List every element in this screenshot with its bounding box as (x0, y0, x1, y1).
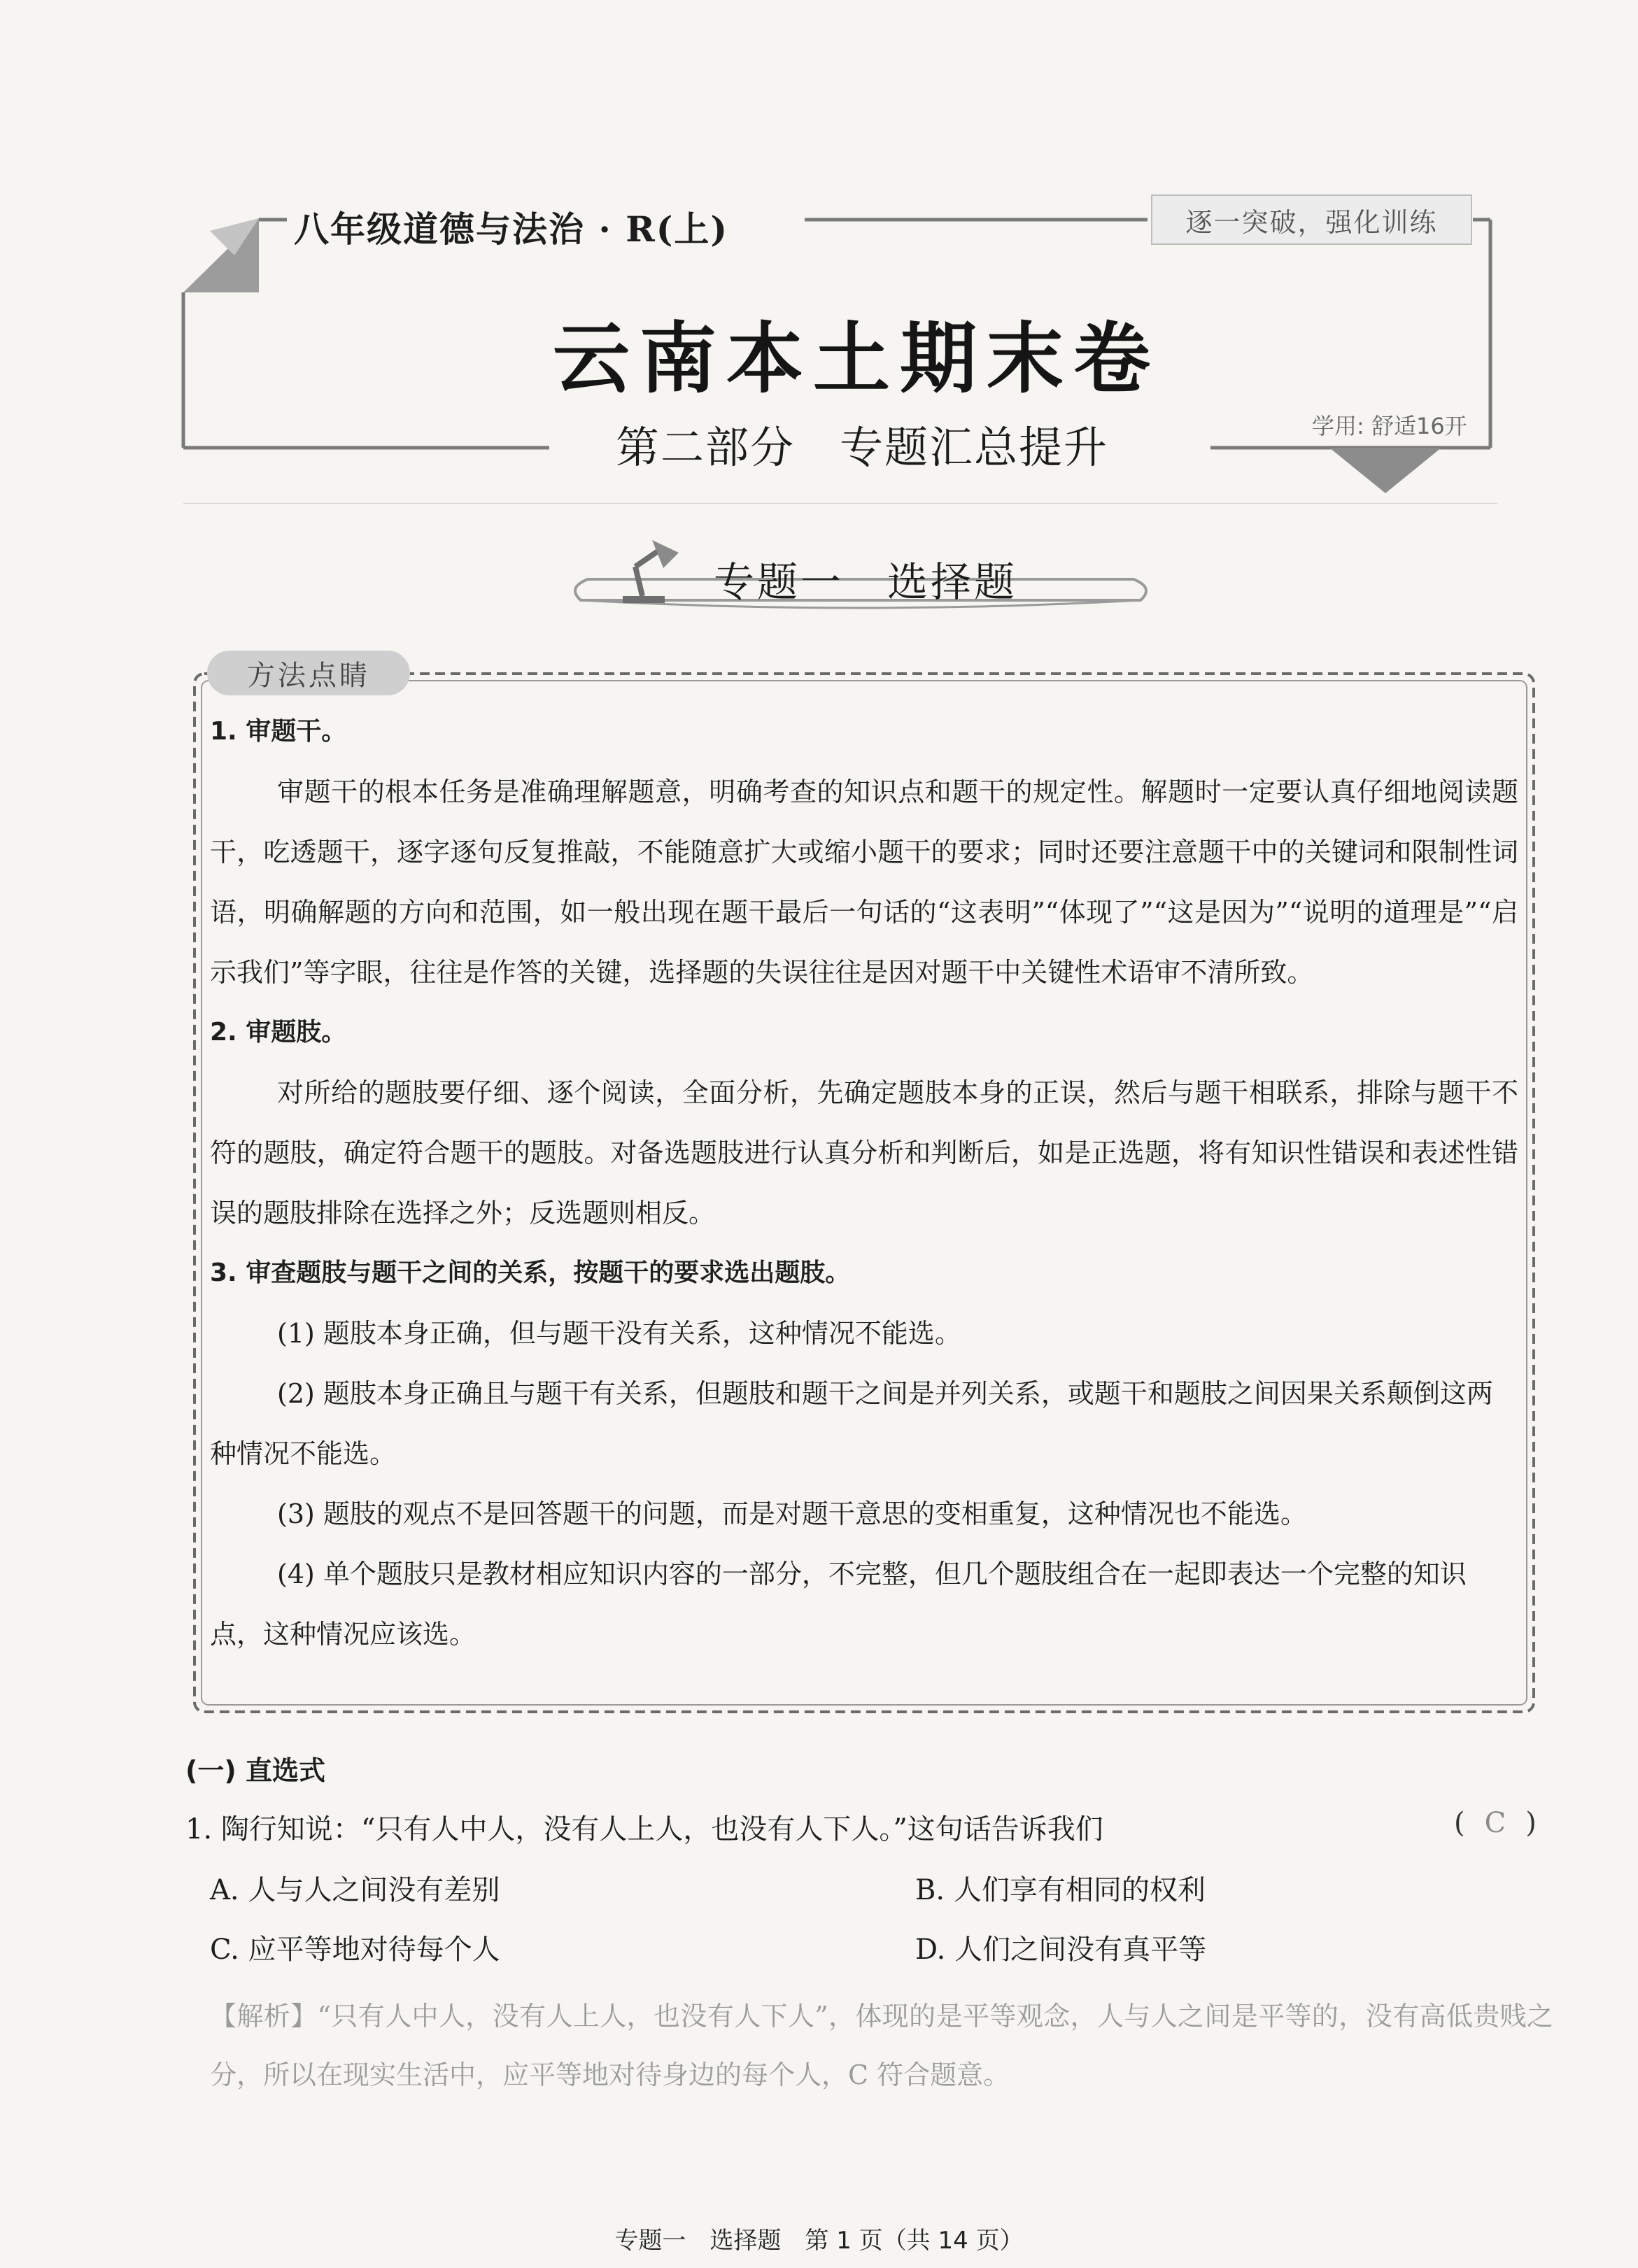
method-heading-1: 1. 审题干。 (210, 717, 347, 746)
method-point-3: (3) 题肢的观点不是回答题干的问题，而是对题干意思的变相重复，这种情况也不能选。 (277, 1498, 1307, 1529)
usage-label: 学用: 舒适16开 (1312, 413, 1467, 439)
course-title: 八年级道德与法治 · R(上) (294, 208, 729, 250)
question-1-answer (1454, 1807, 1537, 1839)
question-1-analysis (210, 1987, 1553, 2104)
method-paragraph-2: 对所给的题肢要仔细、逐个阅读，全面分析，先确定题肢本身的正误，然后与题干相联系，排除与题干不符的题肢，确定符合题干的题肢。对备选题肢进行认真分析和判断后，如是正选题，将有知识性错误和表述性错误的题肢排除在选择之外；反选题则相反。 (210, 1077, 1518, 1228)
option-d: D. 人们之间没有真平等 (915, 1934, 1207, 1966)
section-label: (一) 直选式 (185, 1755, 325, 1786)
method-point-4: (4) 单个题肢只是教材相应知识内容的一部分，不完整，但几个题肢组合在一起即表达一个完整的知识点，这种情况应该选。 (210, 1559, 1467, 1650)
method-heading-3: 3. 审查题肢与题干之间的关系，按题干的要求选出题肢。 (210, 1259, 851, 1287)
option-b: B. 人们享有相同的权利 (915, 1874, 1206, 1906)
analysis-text: “只有人中人，没有人上人，也没有人下人”，体现的是平等观念，人与人之间是平等的，没有高低贵贱之分，所以在现实生活中，应平等地对待身边的每个人，C 符合题意。 (210, 2001, 1553, 2090)
question-1-stem: 1. 陶行知说：“只有人中人，没有人上人，也没有人下人。”这句话告诉我们 (185, 1813, 1103, 1845)
main-title: 云南本土期末卷 (553, 313, 1160, 404)
answer-paren-close: ) (1525, 1807, 1537, 1839)
page-footer: 专题一 选择题 第 1 页（共 14 页） (614, 2227, 1024, 2255)
topic-title: 专题一 选择题 (714, 558, 1018, 606)
method-point-1: (1) 题肢本身正确，但与题干没有关系，这种情况不能选。 (277, 1318, 961, 1349)
method-point-2: (2) 题肢本身正确且与题干有关系，但题肢和题干之间是并列关系，或题干和题肢之间因果关系颠倒这两种情况不能选。 (210, 1378, 1493, 1469)
slogan-badge: 逐一突破，强化训练 (1151, 194, 1472, 245)
part-title: 第二部分 专题汇总提升 (616, 422, 1109, 473)
method-badge: 方法点睛 (207, 651, 410, 695)
answer-paren-open: ( (1454, 1807, 1465, 1839)
option-c: C. 应平等地对待每个人 (210, 1934, 500, 1966)
desk-lamp-icon (609, 532, 686, 609)
answer-letter: C (1484, 1807, 1506, 1839)
method-content (210, 702, 1518, 1664)
method-paragraph-1: 审题干的根本任务是准确理解题意，明确考查的知识点和题干的规定性。解题时一定要认真仔细地阅读题干，吃透题干，逐字逐句反复推敲，不能随意扩大或缩小题干的要求；同时还要注意题干中的关键词和限制性词语，明确解题的方向和范围，如一般出现在题干最后一句话的“这表明”“体现了”“这是因为”“说明的道理是”“启示我们”等字眼，往往是作答的关键，选择题的失误往往是因对题干中关键性术语审不清所致。 (210, 777, 1518, 988)
option-a: A. 人与人之间没有差别 (210, 1874, 500, 1906)
method-heading-2: 2. 审题肢。 (210, 1018, 347, 1047)
analysis-tag: 【解析】 (210, 2001, 318, 2032)
